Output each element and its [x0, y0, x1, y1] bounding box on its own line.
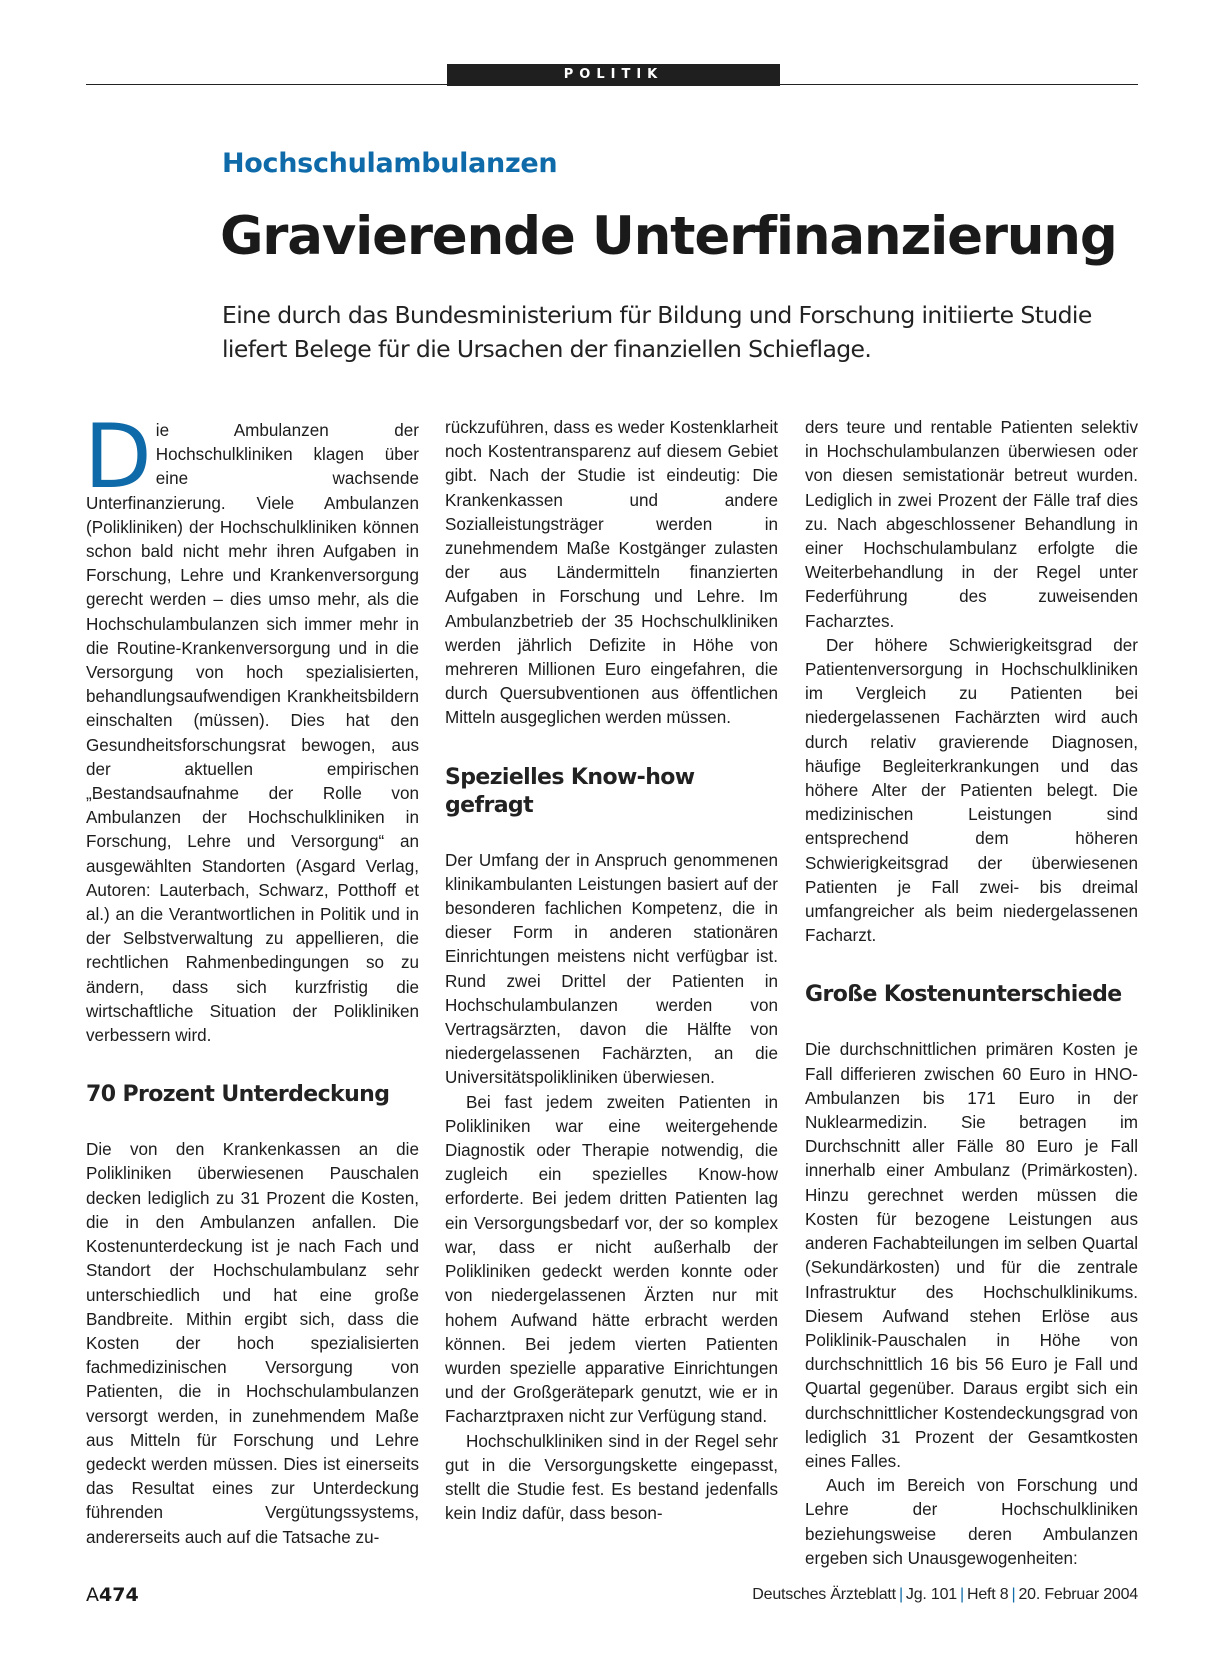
paragraph: Bei fast jedem zweiten Patienten in Polikliniken war eine weitergehende Diagnostik oder Therapie notwendig, die zugleich ein spezielles Know-how erforderte. Bei jedem dritten Patienten lag ein Versorgungsbedarf vor, der so komplex war, dass er nicht außerhalb der Polikliniken gedeckt werden konnte oder von niedergelassenen Ärzten nur mit hohem Aufwand hätte erbracht werden können. Bei jedem vierten Patienten wurden spezielle apparative Einrichtungen und der Großgerätepark genutzt, wie er in Facharztpraxen nicht zur Verfügung stand.	[445, 1092, 778, 1427]
footer-separator: |	[960, 1586, 964, 1603]
subheading: Spezielles Know-how gefragt	[445, 764, 695, 818]
article-kicker: Hochschulambulanzen	[222, 148, 558, 179]
subheading: Große Kostenunterschiede	[805, 982, 1122, 1008]
paragraph	[84, 405, 419, 1048]
paragraph: rückzuführen, dass es weder Kostenklarheit noch Kostentransparenz auf diesem Gebiet gibt. Nach der Studie ist eindeutig: Die Krankenkassen und andere Sozialleistungsträger werden in zunehmendem Maße Kostgänger zulasten der aus Ländermitteln finanzierten Aufgaben in Forschung und Lehre. Im Ambulanzbetrieb der 35 Hochschulkliniken werden jährlich Defizite in Höhe von mehreren Millionen Euro eingefahren, die durch Quersubventionen aus öffentlichen Mitteln ausgeglichen werden müssen.	[445, 418, 778, 728]
footer-separator: |	[898, 1586, 903, 1603]
paragraph: Auch im Bereich von Forschung und Lehre der Hochschulkliniken beziehungsweise deren Ambulanzen ergeben sich Unausgewogenheiten:	[805, 1476, 1138, 1568]
drop-cap: D	[84, 405, 152, 508]
article-column-2	[445, 416, 778, 1526]
paragraph: Die von den Krankenkassen an die Polikliniken überwiesenen Pauschalen decken lediglich zu 31 Prozent die Kosten, die in den Ambulanzen anfallen. Die Kostenunterdeckung ist je nach Fach und Standort der Hochschulambulanz sehr unterschiedlich und hat eine große Bandbreite. Mithin ergibt sich, dass die Kosten der hoch spezialisierten fachmedizinischen Versorgung von Patienten, die in Hochschulambulanzen versorgt werden, in zunehmendem Maße aus Mitteln für Forschung und Lehre gedeckt werden müssen. Dies ist einerseits das Resultat eines zur Unterdeckung führenden Vergütungssystems, andererseits auch auf die Tatsache zu-	[86, 1140, 419, 1547]
journal-issue: Heft 8	[966, 1586, 1009, 1603]
page-number	[86, 1584, 139, 1606]
section-label: POLITIK	[447, 64, 780, 86]
paragraph: ders teure und rentable Patienten selektiv in Hochschulambulanzen überwiesen oder von diesen semistationär betreut wurden. Lediglich in zwei Prozent der Fälle traf dies zu. Nach abgeschlossener Behandlung in einer Hochschulambulanz erfolgte die Weiterbehandlung in der Regel unter Federführung des zuweisenden Facharztes.	[805, 418, 1138, 631]
page-prefix: A	[86, 1584, 99, 1606]
paragraph: Hochschulkliniken sind in der Regel sehr gut in die Versorgungskette eingepasst, stellt die Studie fest. Es bestand jedenfalls kein Indiz dafür, dass beson-	[445, 1431, 778, 1524]
footer-separator: |	[1011, 1586, 1016, 1603]
subheading: 70 Prozent Unterdeckung	[86, 1082, 390, 1108]
paragraph: Die durchschnittlichen primären Kosten je Fall differieren zwischen 60 Euro in HNO-Ambulanzen bis 171 Euro in der Nuklearmedizin. Sie betragen im Durchschnitt aller Fälle 80 Euro je Fall innerhalb einer Ambulanz (Primärkosten). Hinzu gerechnet werden müssen die Kosten für bezogene Leistungen aus anderen Fachabteilungen im selben Quartal (Sekundärkosten) und für die zentrale Infrastruktur des Hochschulklinikums. Diesem Aufwand stehen Erlöse aus Poliklinik-Pauschalen in Höhe von durchschnittlich 16 bis 56 Euro je Fall und Quartal gegenüber. Daraus ergibt sich ein durchschnittlicher Kostendeckungsgrad von lediglich 31 Prozent der Gesamtkosten eines Falles.	[805, 1040, 1138, 1471]
paragraph-text: ie Ambulanzen der Hochschulkliniken klagen über eine wachsende Unterfinanzierung. Viele Ambulanzen (Polikliniken) der Hochschulkliniken können schon bald nicht mehr ihren Aufgaben in Forschung, Lehre und Krankenversorgung gerecht werden – dies umso mehr, als die Hochschulambulanzen sich immer mehr in die Routine-Krankenversorgung und in die Versorgung von hoch spezialisierten, behandlungsaufwendigen Krankheitsbildern einschalten (müssen). Dies hat den Gesundheitsforschungsrat bewogen, aus der aktuellen empirischen „Bestandsaufnahme der Rolle von Ambulanzen der Hochschulkliniken in Forschung, Lehre und Versorgung“ an ausgewählten Standorten (Asgard Verlag, Autoren: Lauterbach, Schwarz, Potthoff et al.) an die Verantwortlichen in Politik und in der Selbstverwaltung zu appellieren, die rechtlichen Rahmenbedingungen so zu ändern, dass sich kurzfristig die wirtschaftliche Situation der Polikliniken verbessern wird.	[86, 421, 419, 1046]
article-lead: Eine durch das Bundesministerium für Bildung und Forschung initiierte Studie liefert Belege für die Ursachen der finanziellen Schieflage.	[222, 301, 1092, 363]
journal-volume: Jg. 101	[905, 1586, 957, 1603]
article-column-3	[805, 416, 1138, 1571]
footer-citation	[752, 1586, 1138, 1604]
article-title: Gravierende Unterfinanzierung	[220, 206, 1117, 267]
page-number-value: 474	[99, 1584, 139, 1606]
journal-name: Deutsches Ärzteblatt	[752, 1586, 896, 1603]
article-column-1	[84, 405, 419, 1550]
paragraph: Der Umfang der in Anspruch genommenen klinikambulanten Leistungen basiert auf der besonderen fachlichen Kompetenz, die in dieser Form in anderen stationären Einrichtungen meistens nicht verfügbar ist. Rund zwei Drittel der Patienten in Hochschulambulanzen werden von Vertragsärzten, davon die Hälfte von niedergelassenen Fachärzten, an die Universitätspolikliniken überwiesen.	[445, 850, 778, 1088]
journal-date: 20. Februar 2004	[1018, 1586, 1138, 1603]
paragraph: Der höhere Schwierigkeitsgrad der Patientenversorgung in Hochschulkliniken im Vergleich zu Patienten bei niedergelassenen Fachärzten wird auch durch relativ gravierende Diagnosen, häufige Begleiterkrankungen und das höhere Alter der Patienten belegt. Die medizinischen Leistungen sind entsprechend dem höheren Schwierigkeitsgrad der überwiesenen Patienten je Fall zwei- bis dreimal umfangreicher als beim niedergelassenen Facharzt.	[805, 635, 1138, 946]
